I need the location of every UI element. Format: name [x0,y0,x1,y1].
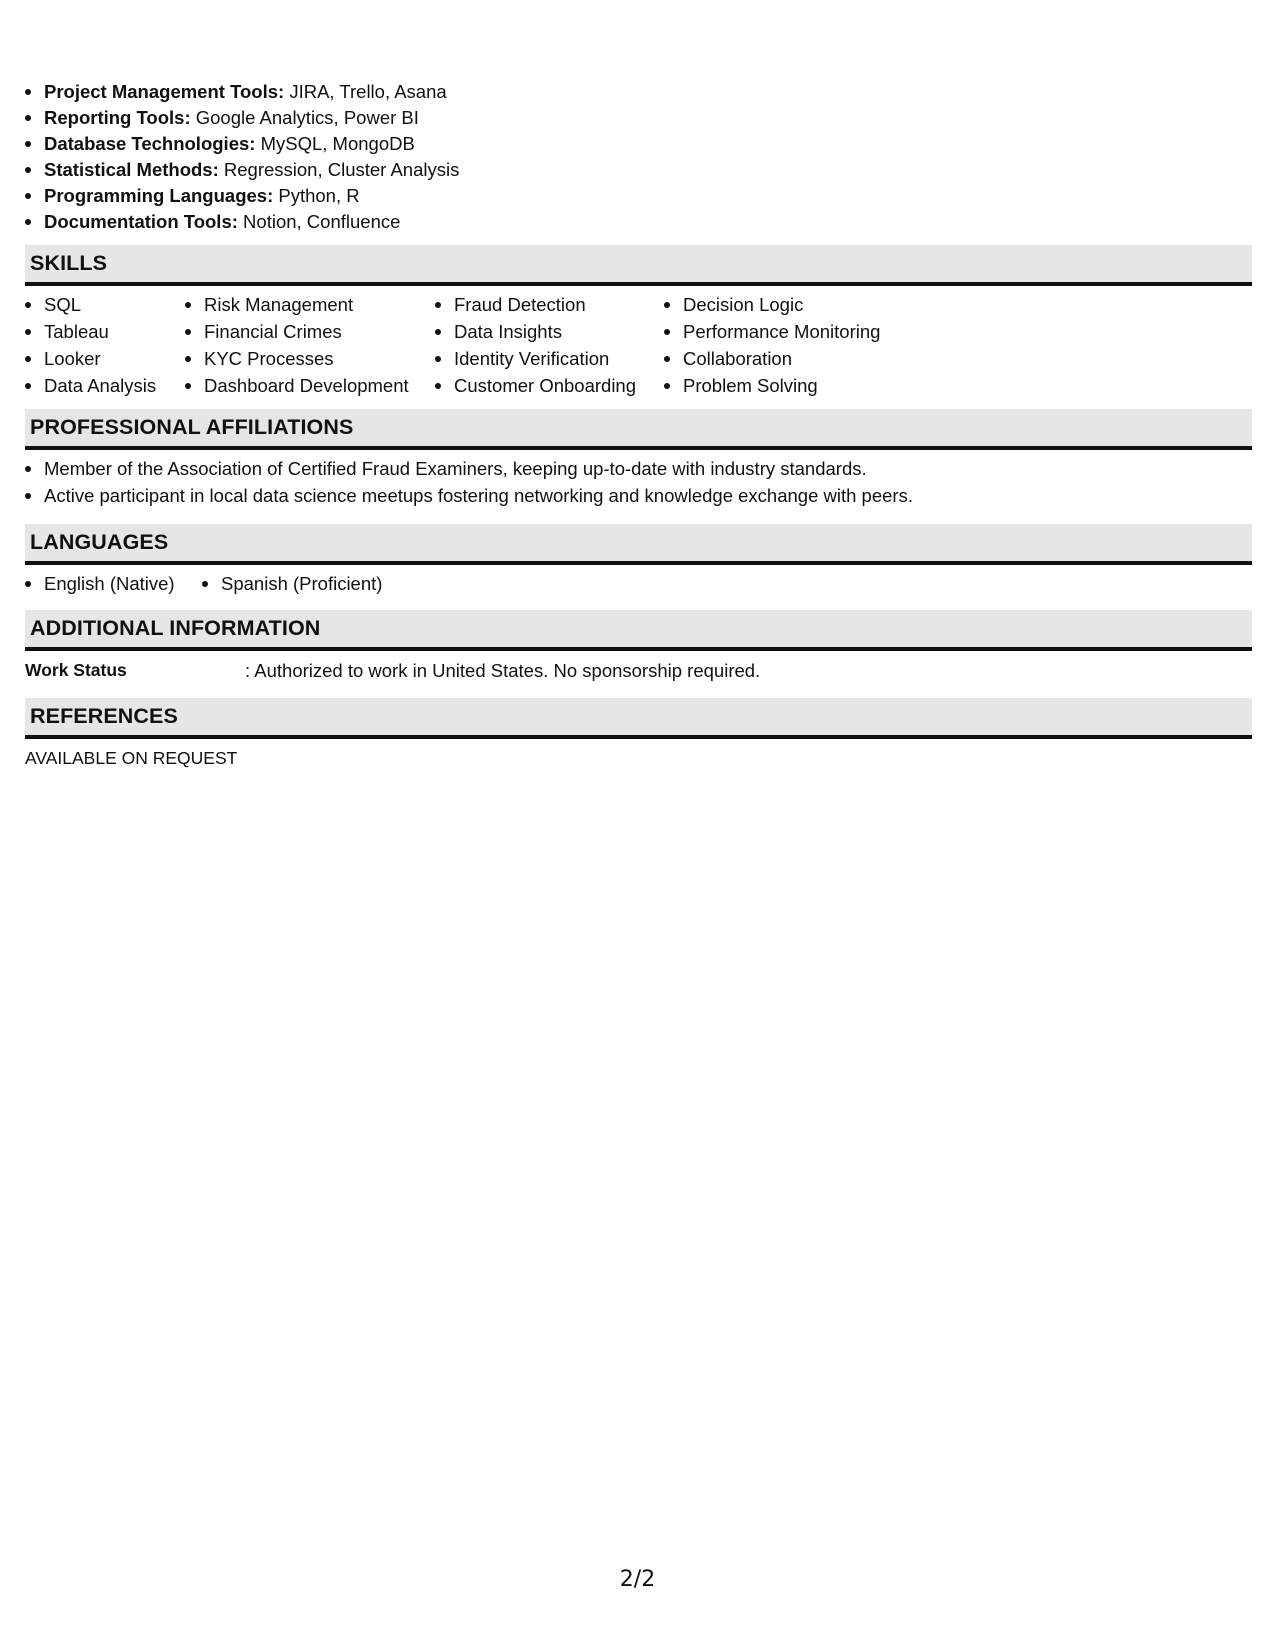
skill-item: Identity Verification [435,345,664,372]
tool-label: Documentation Tools: [44,211,238,232]
skill-item: Risk Management [185,291,435,318]
skills-column [185,291,435,399]
languages-list [25,570,1252,597]
references-section [25,698,1252,772]
skill-item: Data Analysis [25,372,185,399]
references-text: AVAILABLE ON REQUEST [25,748,238,768]
list-item [25,78,1252,105]
language-item: English (Native) [25,570,202,597]
skill-item: Problem Solving [664,372,924,399]
tool-value: Google Analytics, Power BI [195,107,419,128]
page-number: 2/2 [619,1567,656,1592]
section-heading-affiliations: PROFESSIONAL AFFILIATIONS [25,409,1252,450]
skill-item: Looker [25,345,185,372]
additional-info-section [25,610,1252,684]
languages-section [25,524,1252,597]
section-heading-references: REFERENCES [25,698,1252,739]
work-status-row [25,657,1252,684]
skill-item: KYC Processes [185,345,435,372]
skill-item: Fraud Detection [435,291,664,318]
skill-item: SQL [25,291,185,318]
skill-item: Customer Onboarding [435,372,664,399]
language-item: Spanish (Proficient) [202,570,382,597]
section-heading-skills: SKILLS [25,245,1252,286]
tool-value: Regression, Cluster Analysis [223,159,460,180]
tool-label: Database Technologies: [44,133,256,154]
skills-column [25,291,185,399]
skills-column [664,291,924,399]
skill-item: Collaboration [664,345,924,372]
affiliations-list [25,455,1252,509]
tool-label: Programming Languages: [44,185,274,206]
tool-value: Notion, Confluence [243,211,401,232]
tool-value: Python, R [278,185,360,206]
tools-list [25,78,1252,235]
skill-item: Dashboard Development [185,372,435,399]
skill-item: Decision Logic [664,291,924,318]
work-status-label: Work Status [25,660,127,680]
section-heading-languages: LANGUAGES [25,524,1252,565]
tool-value: JIRA, Trello, Asana [289,81,447,102]
skills-section [25,245,1252,399]
tool-label: Statistical Methods: [44,159,219,180]
skill-item: Performance Monitoring [664,318,924,345]
tool-value: MySQL, MongoDB [260,133,415,154]
tool-label: Project Management Tools: [44,81,285,102]
list-item [25,182,1252,209]
skills-grid [25,291,1252,399]
section-heading-additional: ADDITIONAL INFORMATION [25,610,1252,651]
skill-item: Data Insights [435,318,664,345]
list-item: Member of the Association of Certified Fraud Examiners, keeping up-to-date with industry standards. [25,455,1252,482]
skill-item: Financial Crimes [185,318,435,345]
list-item: Active participant in local data science meetups fostering networking and knowledge exchange with peers. [25,482,1252,509]
skill-item: Tableau [25,318,185,345]
list-item [25,130,1252,157]
affiliations-section [25,409,1252,509]
work-status-value: : Authorized to work in United States. No sponsorship required. [245,660,761,681]
list-item [25,104,1252,131]
resume-content [25,78,1252,772]
skills-column [435,291,664,399]
tool-label: Reporting Tools: [44,107,191,128]
list-item [25,208,1252,235]
list-item [25,156,1252,183]
